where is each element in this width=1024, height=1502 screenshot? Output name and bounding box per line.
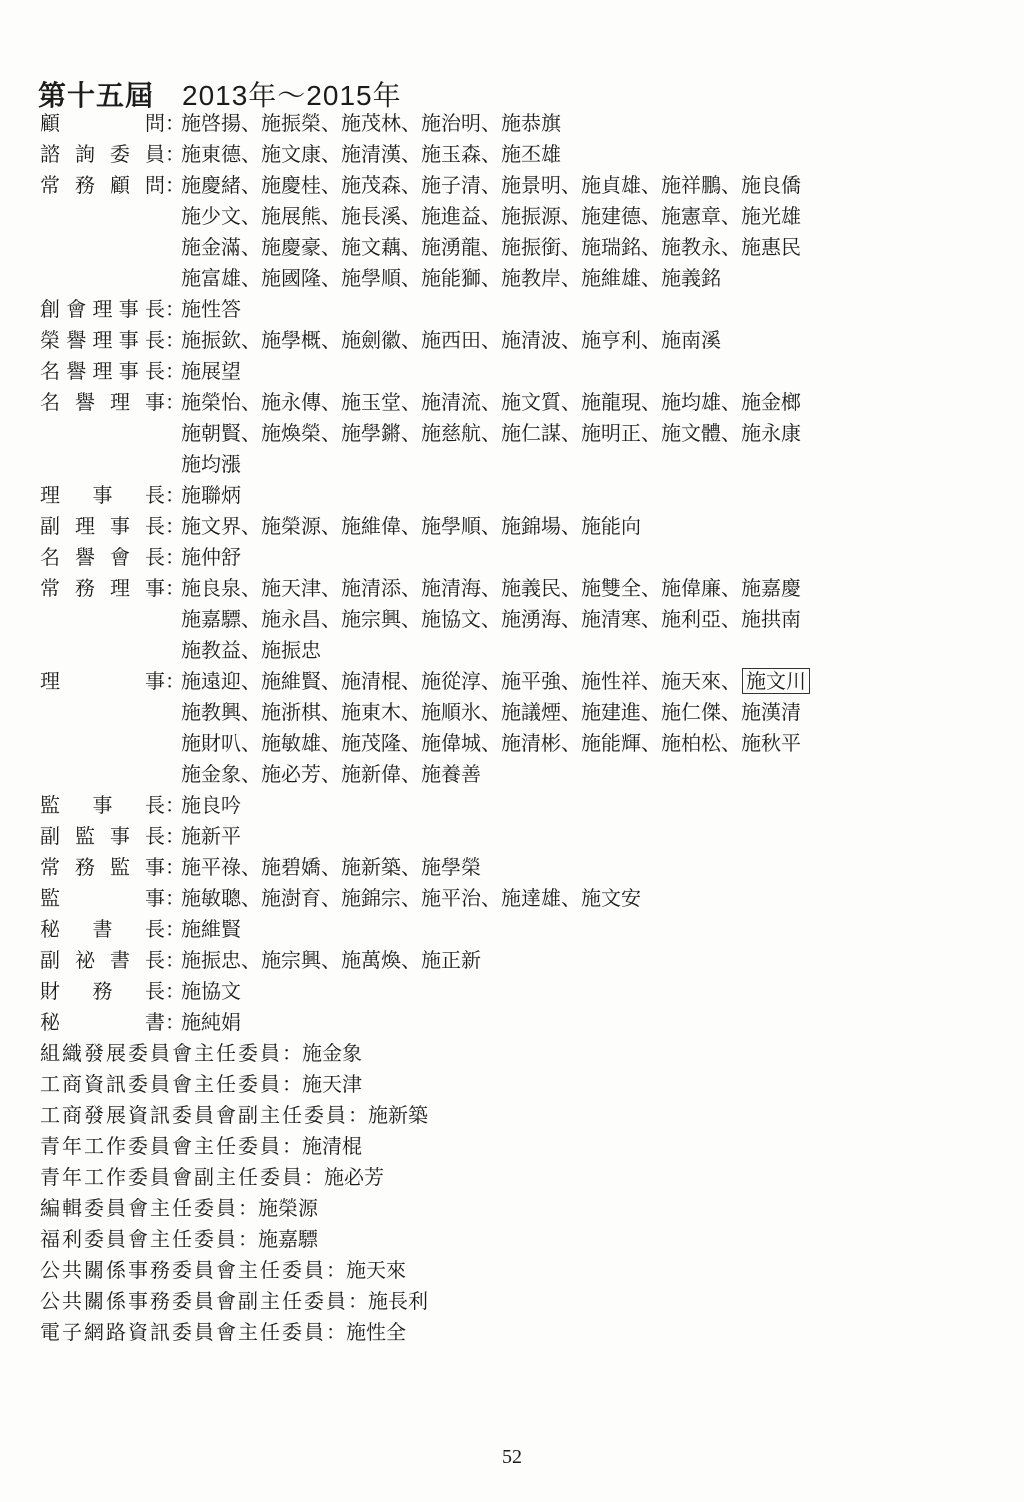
role-label-char: 譽	[66, 359, 87, 383]
role-label-char: 祕	[75, 948, 95, 972]
names-text: 施文界、施榮源、施維偉、施學順、施錦場、施能向	[181, 514, 641, 538]
role-label-char: 委	[110, 142, 130, 166]
role-label-char: 事	[118, 328, 139, 352]
committee-label: 公共關係事務委員會副主任委員	[40, 1289, 348, 1313]
role-label-char: 榮	[40, 328, 60, 352]
role-label-char: 會	[66, 297, 87, 321]
role-label-char: 長	[145, 793, 165, 817]
role-label-char: 事	[110, 824, 130, 848]
committee-label: 電子網路資訊委員會主任委員	[40, 1320, 326, 1344]
role-label-char: 理	[75, 514, 95, 538]
names-line	[181, 604, 921, 635]
committee-colon: ：	[282, 1041, 302, 1065]
committee-name: 施天來	[346, 1258, 406, 1282]
role-label-char: 秘	[40, 917, 60, 941]
names-text: 施教益、施振忠	[181, 638, 321, 662]
role-label-char: 事	[145, 669, 165, 693]
role-label-char: 事	[145, 886, 165, 910]
role-names	[181, 976, 921, 1007]
committee-label: 青年工作委員會主任委員	[40, 1134, 282, 1158]
committee-name: 施清棍	[302, 1134, 362, 1158]
role-label-char: 譽	[75, 390, 95, 414]
names-text: 施少文、施展熊、施長溪、施進益、施振源、施建德、施憲章、施光雄	[181, 204, 801, 228]
names-line	[181, 418, 921, 449]
role-label	[40, 945, 165, 976]
role-label-char: 監	[40, 793, 60, 817]
role-names	[181, 914, 921, 945]
role-entry	[40, 387, 940, 480]
role-names	[181, 542, 921, 573]
role-label-char: 書	[92, 917, 113, 941]
role-label-char: 問	[145, 173, 165, 197]
role-label-char: 譽	[75, 545, 95, 569]
role-label-char: 秘	[40, 1010, 60, 1034]
role-label-char: 副	[40, 514, 60, 538]
role-label-char: 長	[145, 359, 165, 383]
names-line	[181, 790, 921, 821]
role-label-char: 事	[145, 576, 165, 600]
committee-label: 工商發展資訊委員會副主任委員	[40, 1103, 348, 1127]
role-names	[181, 170, 921, 294]
committee-colon: ：	[238, 1227, 258, 1251]
names-line	[181, 263, 921, 294]
role-label	[40, 294, 165, 325]
role-label-char: 務	[92, 979, 113, 1003]
committee-colon: ：	[238, 1196, 258, 1220]
names-text: 施純娟	[181, 1010, 241, 1034]
role-label-char: 譽	[66, 328, 87, 352]
names-text: 施良泉、施天津、施清添、施清海、施義民、施雙全、施偉廉、施嘉慶	[181, 576, 801, 600]
role-label-char: 事	[145, 390, 165, 414]
names-text: 施展望	[181, 359, 241, 383]
role-entry	[40, 790, 940, 821]
committee-entry	[40, 1286, 940, 1317]
role-colon: ：	[165, 390, 185, 414]
role-entry	[40, 666, 940, 790]
role-label-char: 長	[145, 328, 165, 352]
role-label-char: 長	[145, 545, 165, 569]
names-text: 施均漲	[181, 452, 241, 476]
role-colon: ：	[165, 793, 185, 817]
role-colon: ：	[165, 948, 185, 972]
names-text: 施東德、施文康、施清漢、施玉森、施丕雄	[181, 142, 561, 166]
role-label	[40, 914, 165, 945]
names-text: 施金滿、施慶豪、施文藕、施湧龍、施振銜、施瑞銘、施教永、施惠民	[181, 235, 801, 259]
role-label-char: 顧	[110, 173, 130, 197]
names-line	[181, 170, 921, 201]
names-text: 施富雄、施國隆、施學順、施能獅、施教岸、施維雄、施義銘	[181, 266, 721, 290]
role-label-char: 會	[110, 545, 130, 569]
role-label	[40, 542, 165, 573]
names-text: 施良吟	[181, 793, 241, 817]
names-text: 施財叭、施敏雄、施茂隆、施偉城、施清彬、施能輝、施柏松、施秋平	[181, 731, 801, 755]
role-label	[40, 821, 165, 852]
committee-name: 施嘉驃	[258, 1227, 318, 1251]
names-text: 施協文	[181, 979, 241, 1003]
names-line	[181, 294, 921, 325]
role-entry	[40, 294, 940, 325]
committee-entry	[40, 1100, 940, 1131]
role-label-char: 長	[145, 483, 165, 507]
role-label	[40, 480, 165, 511]
committee-colon: ：	[282, 1072, 302, 1096]
role-colon: ：	[165, 824, 185, 848]
role-label-char: 務	[75, 576, 95, 600]
names-line	[181, 480, 921, 511]
committee-entry	[40, 1317, 940, 1348]
committee-colon: ：	[348, 1103, 368, 1127]
role-entry	[40, 976, 940, 1007]
role-label-char: 長	[145, 979, 165, 1003]
committee-colon: ：	[326, 1320, 346, 1344]
names-text: 施遠迎、施維賢、施清棍、施從淳、施平強、施性祥、施天來、	[181, 669, 741, 693]
committee-name: 施性全	[346, 1320, 406, 1344]
role-colon: ：	[165, 917, 185, 941]
committee-name: 施榮源	[258, 1196, 318, 1220]
role-label-char: 財	[40, 979, 60, 1003]
role-names	[181, 108, 921, 139]
role-label	[40, 387, 165, 418]
role-entry	[40, 480, 940, 511]
role-label	[40, 852, 165, 883]
role-label-char: 務	[75, 855, 95, 879]
role-label-char: 長	[145, 297, 165, 321]
role-label-char: 詢	[75, 142, 95, 166]
role-colon: ：	[165, 545, 185, 569]
names-line	[181, 759, 921, 790]
role-label	[40, 883, 165, 914]
names-line	[181, 852, 921, 883]
role-label-char: 理	[40, 483, 60, 507]
names-line	[181, 697, 921, 728]
heading-years: 2013年～2015年	[182, 80, 402, 111]
role-label	[40, 170, 165, 201]
role-label-char: 常	[40, 576, 60, 600]
committee-name: 施天津	[302, 1072, 362, 1096]
role-label-char: 副	[40, 948, 60, 972]
role-entry	[40, 542, 940, 573]
role-entry	[40, 573, 940, 666]
role-label-char: 理	[92, 359, 113, 383]
role-colon: ：	[165, 328, 185, 352]
role-label-char: 創	[40, 297, 60, 321]
committee-label: 編輯委員會主任委員	[40, 1196, 238, 1220]
role-names	[181, 883, 921, 914]
names-line	[181, 201, 921, 232]
committee-entry	[40, 1038, 940, 1069]
role-names	[181, 945, 921, 976]
names-text: 施敏聰、施澍育、施錦宗、施平治、施達雄、施文安	[181, 886, 641, 910]
role-label-char: 名	[40, 390, 60, 414]
officer-list	[40, 108, 940, 1348]
role-names	[181, 790, 921, 821]
role-entry	[40, 356, 940, 387]
role-label-char: 事	[118, 359, 139, 383]
role-names	[181, 511, 921, 542]
role-label	[40, 356, 165, 387]
role-label-char: 事	[110, 514, 130, 538]
role-label-char: 理	[110, 576, 130, 600]
names-line	[181, 1007, 921, 1038]
role-label-char: 理	[92, 328, 113, 352]
names-line	[181, 821, 921, 852]
role-colon: ：	[165, 173, 185, 197]
role-label	[40, 666, 165, 697]
committee-entry	[40, 1131, 940, 1162]
committee-label: 組織發展委員會主任委員	[40, 1041, 282, 1065]
names-text: 施啓揚、施振榮、施茂林、施治明、施恭旗	[181, 111, 561, 135]
names-line	[181, 325, 921, 356]
role-entry	[40, 821, 940, 852]
names-text: 施維賢	[181, 917, 241, 941]
names-text: 施慶緒、施慶桂、施茂森、施子清、施景明、施貞雄、施祥鵬、施良僑	[181, 173, 801, 197]
committee-colon: ：	[348, 1289, 368, 1313]
committee-label: 青年工作委員會副主任委員	[40, 1165, 304, 1189]
role-names	[181, 356, 921, 387]
role-label-char: 書	[110, 948, 130, 972]
role-label-char: 長	[145, 824, 165, 848]
names-line	[181, 728, 921, 759]
role-entry	[40, 139, 940, 170]
names-line	[181, 635, 921, 666]
role-colon: ：	[165, 514, 185, 538]
committee-colon: ：	[282, 1134, 302, 1158]
names-line	[181, 387, 921, 418]
role-entry	[40, 945, 940, 976]
names-text: 施振忠、施宗興、施萬煥、施正新	[181, 948, 481, 972]
role-label-char: 名	[40, 545, 60, 569]
role-label-char: 常	[40, 855, 60, 879]
boxed-name: 施文川	[742, 668, 810, 694]
names-text: 施教興、施浙棋、施東木、施順氷、施議煙、施建進、施仁傑、施漢清	[181, 700, 801, 724]
role-colon: ：	[165, 359, 185, 383]
role-label-char: 理	[110, 390, 130, 414]
role-label-char: 事	[145, 855, 165, 879]
role-entry	[40, 170, 940, 294]
role-names	[181, 325, 921, 356]
names-text: 施聯炳	[181, 483, 241, 507]
committee-entry	[40, 1069, 940, 1100]
role-label-char: 監	[75, 824, 95, 848]
committee-colon: ：	[304, 1165, 324, 1189]
names-line	[181, 666, 921, 697]
committee-entry	[40, 1224, 940, 1255]
role-label-char: 事	[118, 297, 139, 321]
role-label-char: 名	[40, 359, 60, 383]
role-names	[181, 294, 921, 325]
names-text: 施榮怡、施永傳、施玉堂、施清流、施文質、施龍現、施均雄、施金榔	[181, 390, 801, 414]
role-label-char: 理	[92, 297, 113, 321]
role-label-char: 問	[145, 111, 165, 135]
role-names	[181, 1007, 921, 1038]
committee-name: 施新築	[368, 1103, 428, 1127]
names-text: 施性答	[181, 297, 241, 321]
names-line	[181, 511, 921, 542]
names-text: 施朝賢、施煥榮、施學鏘、施慈航、施仁謀、施明正、施文體、施永康	[181, 421, 801, 445]
role-label-char: 監	[40, 886, 60, 910]
role-label-char: 諮	[40, 142, 60, 166]
names-line	[181, 449, 921, 480]
role-label-char: 務	[75, 173, 95, 197]
names-text: 施振欽、施學概、施劍徽、施西田、施清波、施亨利、施南溪	[181, 328, 721, 352]
page-number: 52	[502, 1446, 522, 1468]
committee-entry	[40, 1193, 940, 1224]
role-label-char: 長	[145, 948, 165, 972]
role-label	[40, 511, 165, 542]
committee-label: 工商資訊委員會主任委員	[40, 1072, 282, 1096]
names-text: 施嘉驃、施永昌、施宗興、施協文、施湧海、施清寒、施利亞、施拱南	[181, 607, 801, 631]
names-line	[181, 108, 921, 139]
committee-label: 福利委員會主任委員	[40, 1227, 238, 1251]
role-names	[181, 573, 921, 666]
role-entry	[40, 108, 940, 139]
role-label	[40, 108, 165, 139]
committee-entry	[40, 1255, 940, 1286]
names-text: 施金象、施必芳、施新偉、施養善	[181, 762, 481, 786]
role-label-char: 長	[145, 917, 165, 941]
role-label-char: 書	[145, 1010, 165, 1034]
role-label-char: 事	[92, 483, 113, 507]
names-line	[181, 883, 921, 914]
names-line	[181, 356, 921, 387]
names-line	[181, 976, 921, 1007]
role-entry	[40, 883, 940, 914]
role-colon: ：	[165, 669, 185, 693]
role-colon: ：	[165, 576, 185, 600]
role-label	[40, 325, 165, 356]
committee-name: 施金象	[302, 1041, 362, 1065]
role-names	[181, 821, 921, 852]
role-names	[181, 139, 921, 170]
role-colon: ：	[165, 855, 185, 879]
names-text: 施仲舒	[181, 545, 241, 569]
role-entry	[40, 914, 940, 945]
names-text: 施平祿、施碧嬌、施新築、施學榮	[181, 855, 481, 879]
role-names	[181, 387, 921, 480]
names-line	[181, 914, 921, 945]
names-line	[181, 945, 921, 976]
names-line	[181, 232, 921, 263]
names-line	[181, 542, 921, 573]
role-label-char: 事	[92, 793, 113, 817]
role-entry	[40, 511, 940, 542]
role-label	[40, 1007, 165, 1038]
role-names	[181, 852, 921, 883]
role-label-char: 副	[40, 824, 60, 848]
names-line	[181, 139, 921, 170]
role-label	[40, 976, 165, 1007]
role-label-char: 常	[40, 173, 60, 197]
role-label	[40, 790, 165, 821]
role-label-char: 監	[110, 855, 130, 879]
role-colon: ：	[165, 297, 185, 321]
heading-term: 第十五屆	[38, 80, 155, 111]
role-label	[40, 139, 165, 170]
role-label-char: 員	[145, 142, 165, 166]
role-colon: ：	[165, 1010, 185, 1034]
committee-colon: ：	[326, 1258, 346, 1282]
names-line	[181, 573, 921, 604]
role-colon: ：	[165, 483, 185, 507]
role-entry	[40, 852, 940, 883]
role-names	[181, 480, 921, 511]
role-label	[40, 573, 165, 604]
committee-name: 施長利	[368, 1289, 428, 1313]
role-colon: ：	[165, 111, 185, 135]
role-label-char: 理	[40, 669, 60, 693]
committee-label: 公共關係事務委員會主任委員	[40, 1258, 326, 1282]
role-entry	[40, 1007, 940, 1038]
role-colon: ：	[165, 142, 185, 166]
names-text: 施新平	[181, 824, 241, 848]
role-label-char: 顧	[40, 111, 60, 135]
role-names	[181, 666, 921, 790]
role-entry	[40, 325, 940, 356]
committee-entry	[40, 1162, 940, 1193]
role-colon: ：	[165, 886, 185, 910]
role-label-char: 長	[145, 514, 165, 538]
committee-name: 施必芳	[324, 1165, 384, 1189]
role-colon: ：	[165, 979, 185, 1003]
